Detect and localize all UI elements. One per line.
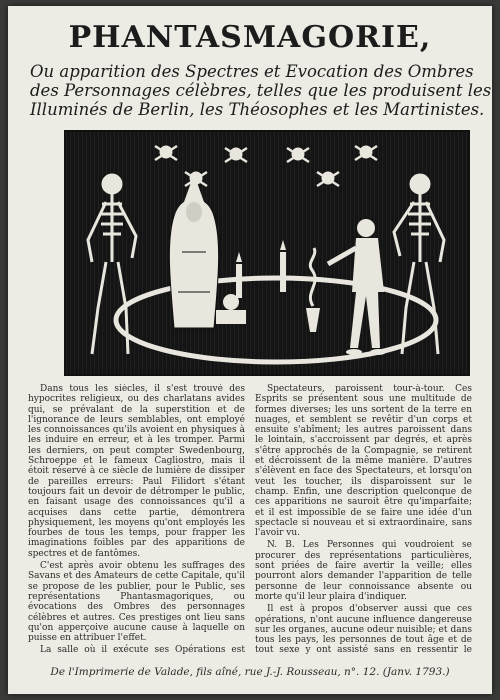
poster-subtitle xyxy=(30,62,492,119)
phantasmagoria-engraving xyxy=(64,130,470,376)
paragraph: Spectateurs, paroissent tour-à-tour. Ces Esprits se présentent sous une multitude de formes diverses; les uns sortent de la terre en nuages, et semblent se revêtir d'un corps et ensuite s'abîment; les autres paroissent dans le lointain, s'accroissent par degrés, et après s'être approchés de la Compagnie, se retirent et décroissent de la même manière. D'autres s'élèvent en face des Spectateurs, et lorsqu'on veut les toucher, ils disparoissent sur le champ. Enfin, une description quelconque de ces apparitions ne sauroit être qu'imparfaite; et il est impossible de se faire une idée d'un spectacle si nouveau et si extraordinaire, sans l'avoir vu. xyxy=(255,384,472,539)
text-column-right xyxy=(255,384,472,654)
printer-imprint: De l'Imprimerie de Valade, fils aîné, rue J.-J. Rousseau, n°. 12. (Janv. 1793.) xyxy=(50,666,450,678)
paragraph: Dans tous les siècles, il s'est trouvé des hypocrites religieux, ou des charlatans avides qui, se prévalant de la superstition et de l'ignorance de leurs semblables, ont employé les connoissances qu'ils avoient en physiques à les induire en erreur, et à les tromper. Parmi les derniers, on peut compter Swedenbourg, Schroeppe et le fameux Cagliostro, mais il étoit réservé à ce siècle de lumière de dissiper de pareilles erreurs: Paul Filidort s'étant toujours fait un devoir de détromper le public, en faisant usage des connoissances qu'il a acquises dans cette partie, démontrera physiquement, les moyens qu'ont employés les fourbes de tous les temps, pour frapper les imaginations foibles par des apparitions de spectres et de fantômes. xyxy=(28,384,245,559)
paragraph: C'est après avoir obtenu les suffrages des Savans et des Amateurs de cette Capitale, qu'il se propose de les publier, pour le Public, ses représentations Phantasmagoriques, ou évocations des Ombres des personnages célèbres et autres. Ces prestiges ont lieu sans qu'on apperçoive aucune cause à laquelle on puisse en attribuer l'effet. xyxy=(28,561,245,644)
paragraph: Il est à propos d'observer aussi que ces opérations, n'ont aucune influence dangereuse sur les organes, aucune odeur nuisible; et dans tous les pays, les personnes de tout âge et de tout sexe y ont assisté sans en ressentir le xyxy=(255,604,472,654)
engraving-illustration xyxy=(66,132,468,374)
subtitle-line: Ou apparition des Spectres et Evocation des Ombres xyxy=(30,62,474,81)
paragraph: N. B. Les Personnes qui voudroient se procurer des représentations particulières, sont priées de faire avertir la veille; elles pourront alors demander l'apparition de telle personne de leur connoissance absente ou morte qu'il leur plaira d'indiquer. xyxy=(255,540,472,602)
subtitle-line: des Personnages célèbres, telles que les produisent les xyxy=(30,81,492,100)
poster-title: PHANTASMAGORIE, xyxy=(68,20,432,55)
body-text xyxy=(28,384,472,654)
subtitle-line: Illuminés de Berlin, les Théosophes et les Martinistes. xyxy=(30,100,485,119)
paragraph: La salle où il exécute ses Opérations est xyxy=(40,645,245,654)
broadside-sheet xyxy=(8,6,492,694)
text-column-left xyxy=(28,384,245,654)
